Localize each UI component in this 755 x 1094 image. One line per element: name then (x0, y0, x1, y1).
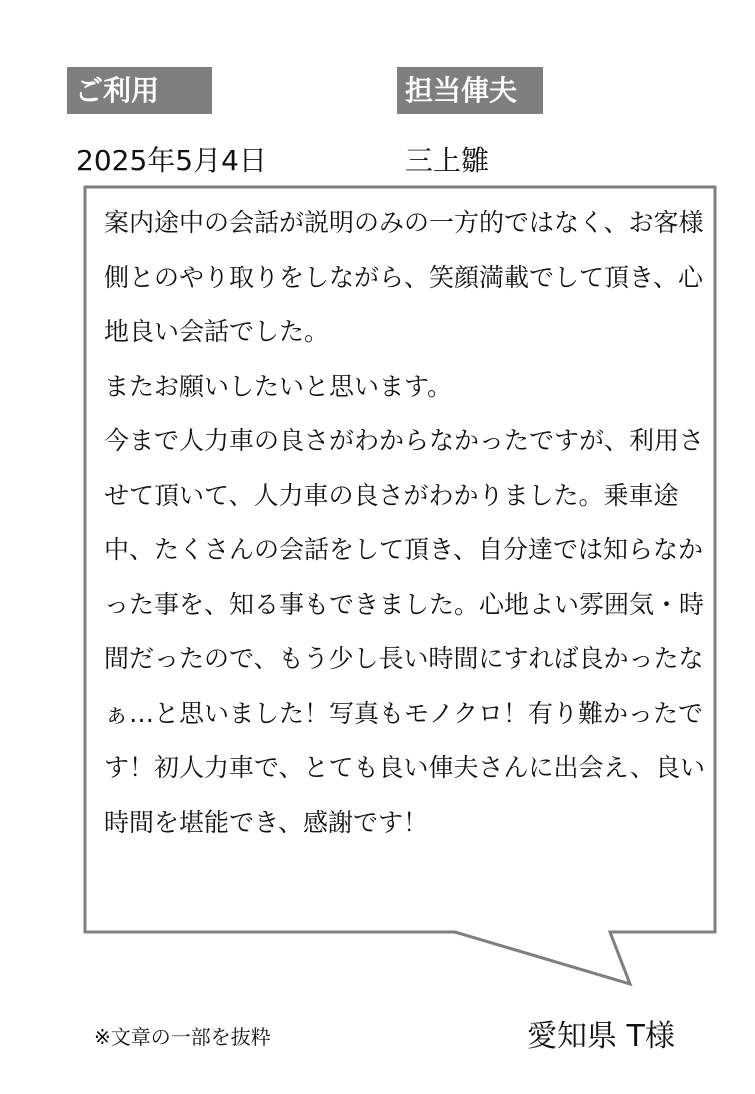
rickshaw-driver-label: 担当俥夫 (397, 67, 543, 114)
usage-label: ご利用 (67, 67, 212, 114)
review-paragraph-2: またお願いしたいと思います。 (104, 371, 453, 401)
reviewer-name: 愛知県 T様 (527, 1019, 675, 1054)
review-paragraph-3: 今まで人力車の良さがわからなかったですが、利用させて頂いて、人力車の良さがわかりました。乗車途中、たくさんの会話をして頂き、自分達では知らなかった事を、知る事もできました。心地よい雰囲気・時間だったので、もう少し長い時間にすれば良かったなぁ…と思いました！写真もモノクロ！有り難かったです！初人力車で、とても良い俥夫さんに出会え、良い時間を堪能でき、感謝です！ (104, 426, 706, 837)
rickshaw-driver-name: 三上雛 (405, 144, 490, 177)
review-text (104, 196, 712, 850)
excerpt-note: ※文章の一部を抜粋 (94, 1025, 271, 1049)
usage-date: 2025年5月4日 (76, 144, 267, 177)
review-paragraph-1: 案内途中の会話が説明のみの一方的ではなく、お客様側とのやり取りをしながら、笑顔満載でして頂き、心地良い会話でした。 (104, 208, 704, 346)
